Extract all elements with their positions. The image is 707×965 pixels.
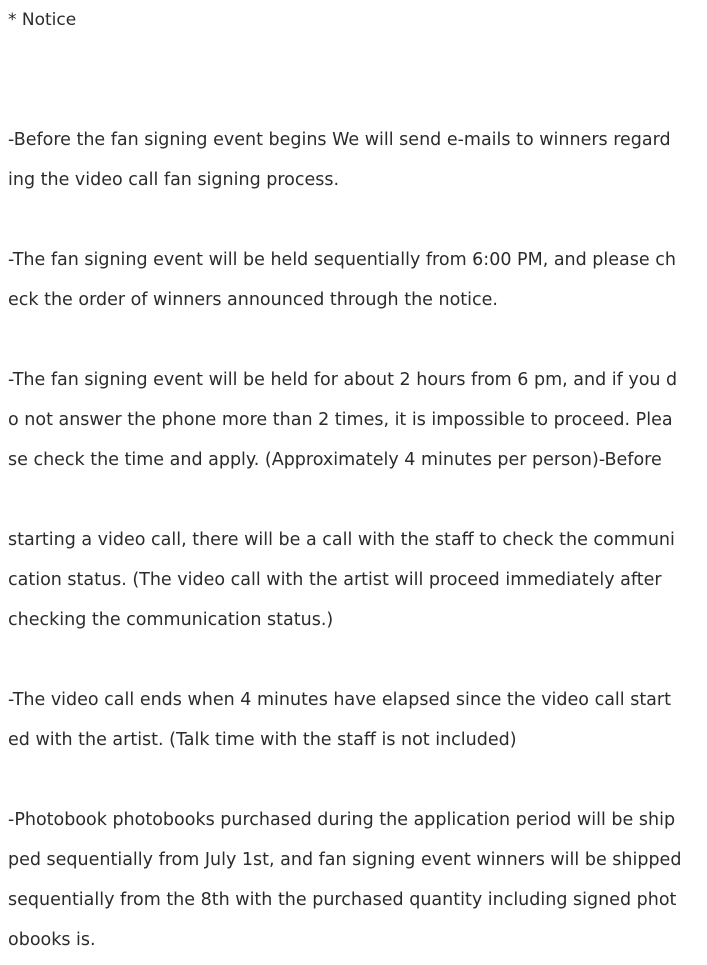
notice-line: starting a video call, there will be a call with the staff to check the communi [8,530,675,550]
notice-line: -Before the fan signing event begins We will send e-mails to winners regard [8,130,671,150]
notice-line: eck the order of winners announced through the notice. [8,290,498,310]
notice-line: checking the communication status.) [8,610,334,630]
notice-line: ing the video call fan signing process. [8,170,340,190]
notice-line: o not answer the phone more than 2 times, it is impossible to proceed. Plea [8,410,673,430]
notice-line: obooks is. [8,930,96,950]
notice-line: -Photobook photobooks purchased during the application period will be ship [8,810,676,830]
notice-line: cation status. (The video call with the artist will proceed immediately after [8,570,662,590]
notice-line: ped sequentially from July 1st, and fan signing event winners will be shipped [8,850,682,870]
notice-line: -The video call ends when 4 minutes have elapsed since the video call start [8,690,671,710]
notice-line: -The fan signing event will be held for about 2 hours from 6 pm, and if you d [8,370,678,390]
notice-title: * Notice [8,10,77,30]
notice-line: -The fan signing event will be held sequentially from 6:00 PM, and please ch [8,250,676,270]
notice-line: se check the time and apply. (Approximately 4 minutes per person)-Before [8,450,662,470]
notice-line: sequentially from the 8th with the purchased quantity including signed phot [8,890,677,910]
notice-line: ed with the artist. (Talk time with the staff is not included) [8,730,517,750]
